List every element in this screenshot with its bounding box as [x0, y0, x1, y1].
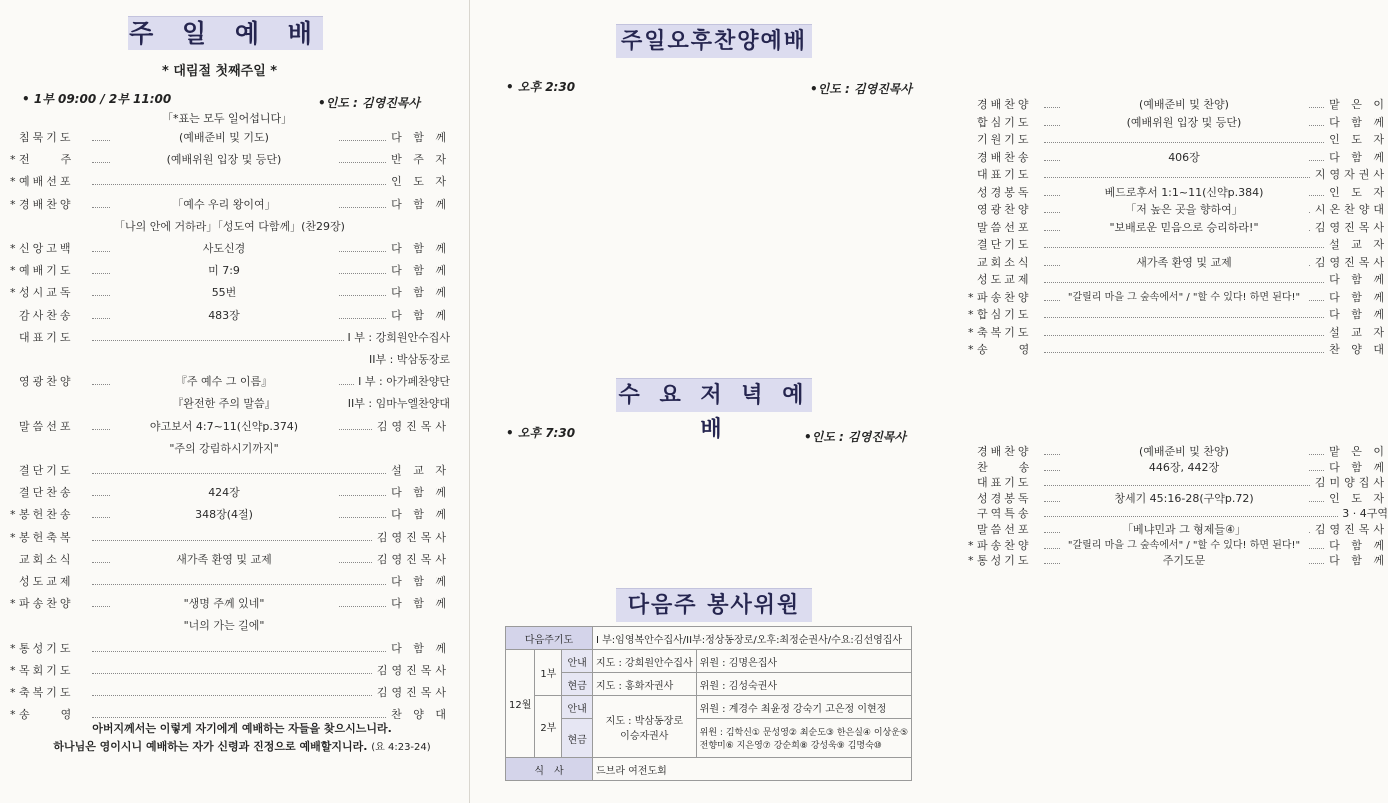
item-person: II부 : 임마누엘찬양대	[344, 394, 450, 414]
item-label-text: 경배찬양	[977, 445, 1032, 458]
order-item	[10, 172, 450, 192]
item-person: 다 함 께	[387, 283, 450, 303]
order-item	[10, 217, 450, 237]
item-label	[10, 572, 74, 592]
item-label-text: 기원기도	[977, 133, 1032, 146]
verse-reference: (요 4:23-24)	[371, 742, 431, 753]
item-label-text: 합심기도	[977, 115, 1032, 129]
item-detail: (예배위원 입장 및 등단)	[1060, 113, 1308, 133]
standing-mark: *	[10, 286, 16, 300]
item-label-text: 구역특송	[977, 507, 1032, 521]
item-detail: 424장	[110, 483, 338, 503]
item-person: 다 함 께	[1325, 536, 1388, 556]
item-person: I 부 : 아가페찬양단	[354, 372, 450, 392]
item-person: 다 함 께	[387, 128, 450, 148]
item-person: 김영진목사	[1311, 253, 1388, 273]
item-label-text: 통성기도	[977, 554, 1032, 568]
item-label-text: 목회기도	[19, 663, 74, 677]
item-person: 다 함 께	[387, 594, 450, 614]
item-person: I 부 : 강희원안수집사	[344, 328, 450, 348]
order-item	[10, 461, 450, 481]
leader-dots	[1044, 516, 1382, 517]
standing-mark: *	[968, 538, 974, 552]
item-label	[10, 195, 74, 215]
item-person: 다 함 께	[387, 483, 450, 503]
part1-offering-label: 현금	[562, 673, 593, 696]
order-item	[10, 417, 450, 437]
item-label	[10, 172, 74, 192]
item-label-text: 전 주	[19, 153, 75, 167]
standing-mark: *	[968, 290, 974, 304]
item-label-text: 합심기도	[977, 308, 1032, 321]
item-label	[968, 551, 1032, 571]
order-item	[10, 128, 450, 148]
item-label	[10, 550, 74, 570]
part1-guide-label: 안내	[562, 650, 593, 673]
item-person: 설 교 자	[1325, 323, 1388, 343]
part2-offering-members: 위원 : 김학신① 문성영② 최순도③ 한은실④ 이상운⑤ 전향미⑥ 지은영⑦ 강순희⑧ 강성욱⑨ 김명숙⑩	[696, 719, 911, 758]
item-person: 다 함 께	[387, 639, 450, 659]
item-detail: 야고보서 4:7~11(신약p.374)	[110, 417, 338, 437]
item-person: 다 함 께	[1325, 551, 1388, 571]
item-detail: "생명 주께 있네"	[110, 594, 338, 614]
part2-guide-label: 안내	[562, 696, 593, 719]
standing-note: 「*표는 모두 일어섭니다」	[162, 112, 293, 125]
advent-subtitle: * 대림절 첫째주일 *	[162, 64, 278, 79]
standing-mark: *	[10, 686, 16, 699]
item-detail: "주의 강림하시기까지"	[110, 439, 338, 459]
next-prayer-label: 다음주기도	[506, 627, 593, 650]
order-item	[10, 594, 450, 614]
item-label-text: 축복기도	[977, 325, 1032, 339]
item-label-text: 침묵기도	[19, 131, 74, 144]
item-label	[10, 483, 74, 503]
afternoon-time: • 오후 2:30	[506, 80, 576, 94]
item-label-text: 경배찬양	[19, 197, 74, 211]
item-person: 맡 은 이	[1325, 95, 1388, 115]
standing-mark: *	[10, 264, 16, 278]
item-label	[968, 340, 1032, 360]
item-label-text: 경배찬송	[977, 150, 1032, 164]
item-detail: 「베냐민과 그 형제들④」	[1060, 520, 1308, 540]
meal-label: 식 사	[506, 758, 593, 781]
item-person: 3 · 4구역	[1338, 504, 1388, 524]
order-item	[10, 683, 450, 703]
order-item	[10, 394, 450, 414]
part1-guide-leader: 지도 : 강희원안수집사	[593, 650, 697, 673]
item-detail: 『주 예수 그 이름』	[110, 372, 338, 392]
table-row	[506, 696, 912, 719]
item-person: 다 함 께	[387, 306, 450, 326]
standing-mark: *	[10, 597, 16, 611]
item-detail: 새가족 환영 및 교제	[1060, 253, 1308, 273]
item-detail: (예배위원 입장 및 등단)	[110, 150, 338, 170]
item-label	[10, 417, 74, 437]
table-row	[506, 650, 912, 673]
item-person: 다 함 께	[387, 505, 450, 525]
item-detail: 사도신경	[110, 239, 338, 259]
item-label-text: 파송찬양	[977, 290, 1032, 304]
order-item	[968, 340, 1388, 360]
wednesday-worship-title: 수 요 저 녁 예 배	[616, 378, 812, 412]
next-prayer-value: I 부:임영복안수집사/II부:정상동장로/오후:최정순권사/수요:김선영집사	[593, 627, 912, 650]
afternoon-leader: •인도 : 김영진목사	[810, 82, 912, 96]
standing-mark: *	[10, 197, 16, 211]
part1-offering-leader: 지도 : 홍화자권사	[593, 673, 697, 696]
item-detail: (예배준비 및 기도)	[110, 128, 338, 148]
item-label-text: 감사찬송	[19, 308, 74, 322]
item-detail: 446장, 442장	[1060, 458, 1308, 478]
item-label-text: 교회소식	[977, 255, 1032, 269]
order-item	[10, 306, 450, 326]
item-label	[10, 639, 74, 659]
item-label-text: 결단기도	[977, 238, 1032, 251]
item-detail: 『완전한 주의 말씀』	[110, 394, 338, 414]
item-label-text: 송 영	[977, 343, 1033, 356]
item-label	[10, 128, 74, 148]
verse-line-1: 아버지께서는 이렇게 자기에게 예배하는 자들을 찾으시느니라.	[92, 722, 392, 735]
item-label	[10, 328, 74, 348]
item-label	[10, 372, 74, 392]
item-label	[10, 239, 74, 259]
item-person: 다 함 께	[387, 261, 450, 281]
part2-leader: 지도 : 박삼동장로 이승자권사	[593, 696, 697, 758]
item-person: 찬 양 대	[1325, 340, 1388, 360]
standing-mark: *	[10, 708, 16, 722]
standing-mark: *	[10, 663, 16, 677]
order-item	[968, 551, 1388, 571]
service-leader: •인도 : 김영진목사	[318, 96, 420, 110]
item-detail: (예배준비 및 찬양)	[1060, 442, 1308, 462]
order-item	[10, 283, 450, 303]
item-detail: 「예수 우리 왕이여」	[110, 195, 338, 215]
item-detail: (예배준비 및 찬양)	[1060, 95, 1308, 115]
item-label-text: 봉헌축복	[19, 530, 74, 544]
item-label-text: 축복기도	[19, 686, 74, 699]
item-label-text: 성경봉독	[977, 491, 1032, 505]
part2-offering-label: 현금	[562, 719, 593, 758]
part1-guide-members: 위원 : 김명은집사	[696, 650, 911, 673]
table-row	[506, 758, 912, 781]
item-detail: "너의 가는 길에"	[110, 616, 338, 636]
item-label	[10, 461, 74, 481]
verse-line-2-text: 하나님은 영이시니 예배하는 자가 신령과 진정으로 예배할지니라.	[53, 740, 368, 753]
item-label	[10, 528, 74, 548]
order-item	[10, 550, 450, 570]
order-item	[10, 350, 450, 370]
standing-mark: *	[10, 242, 16, 255]
item-person: 인 도 자	[387, 172, 450, 192]
item-detail: 창세기 45:16-28(구약p.72)	[1060, 489, 1308, 509]
verse-line-2	[32, 738, 452, 757]
item-label	[10, 505, 74, 525]
item-detail: "보배로운 믿음으로 승리하라!"	[1060, 218, 1308, 238]
item-person: 다 함 께	[1325, 148, 1388, 168]
item-person: 김영진목사	[373, 528, 450, 548]
item-detail: 55번	[110, 283, 338, 303]
item-person: 김영진목사	[1311, 218, 1388, 238]
item-person: 김영진목사	[373, 683, 450, 703]
item-person: 설 교 자	[1325, 235, 1388, 255]
item-person: 김영진목사	[1311, 520, 1388, 540]
item-label-text: 성도교제	[977, 273, 1032, 286]
item-label-text: 신앙고백	[19, 242, 74, 255]
order-item	[10, 639, 450, 659]
sunday-worship-title: 주 일 예 배	[128, 16, 323, 50]
item-detail: 348장(4절)	[110, 505, 338, 525]
item-detail: 미 7:9	[110, 261, 338, 281]
item-person: 인 도 자	[1325, 183, 1388, 203]
standing-mark: *	[968, 308, 974, 321]
table-row	[506, 627, 912, 650]
item-person: 반 주 자	[387, 150, 450, 170]
standing-mark: *	[10, 530, 16, 544]
order-item	[10, 195, 450, 215]
item-detail: 483장	[110, 306, 338, 326]
item-person: 시온찬양대	[1311, 200, 1388, 220]
item-detail: "갈릴리 마을 그 숲속에서" / "할 수 있다! 하면 된다!"	[1060, 536, 1308, 556]
item-person: 김영진목사	[373, 550, 450, 570]
standing-mark: *	[968, 554, 974, 568]
item-person: 다 함 께	[1325, 113, 1388, 133]
item-detail: 베드로후서 1:1~11(신약p.384)	[1060, 183, 1308, 203]
item-person: 김영진목사	[373, 417, 450, 437]
item-label	[10, 283, 74, 303]
item-label	[10, 261, 74, 281]
order-item	[10, 261, 450, 281]
item-person: 김영진목사	[373, 661, 450, 681]
item-label	[10, 306, 74, 326]
item-label-text: 영광찬양	[19, 375, 74, 389]
standing-mark: *	[10, 175, 16, 189]
item-person: 인 도 자	[1325, 130, 1388, 150]
order-item	[10, 661, 450, 681]
item-detail: "갈릴리 마을 그 숲속에서" / "할 수 있다! 하면 된다!"	[1060, 288, 1308, 308]
item-person: 다 함 께	[1325, 270, 1388, 290]
item-label-text: 대표기도	[19, 330, 74, 344]
item-label-text: 결단기도	[19, 464, 74, 477]
item-person: 김미양집사	[1311, 473, 1388, 493]
item-detail: 「나의 안에 거하라」「성도여 다함께」(찬29장)	[110, 217, 338, 237]
item-label	[10, 150, 74, 170]
item-person: 다 함 께	[1325, 305, 1388, 325]
scripture-verse	[32, 720, 452, 757]
standing-mark: *	[968, 325, 974, 339]
item-label-text: 성경봉독	[977, 185, 1032, 199]
item-person: 다 함 께	[387, 239, 450, 259]
standing-mark: *	[968, 343, 974, 356]
item-label-text: 예배선포	[19, 175, 74, 189]
item-label-text: 영광찬양	[977, 203, 1032, 216]
order-item	[10, 239, 450, 259]
standing-mark: *	[10, 153, 16, 167]
item-label-text: 송 영	[19, 708, 75, 722]
left-page	[0, 0, 470, 803]
item-person: 맡 은 이	[1325, 442, 1388, 462]
item-label-text: 말씀선포	[19, 419, 74, 433]
part1-offering-members: 위원 : 김성숙권사	[696, 673, 911, 696]
item-label	[10, 661, 74, 681]
order-item	[10, 328, 450, 348]
item-person: II부 : 박삼동장로	[365, 350, 450, 370]
item-label-text: 파송찬양	[19, 597, 74, 611]
item-label	[10, 683, 74, 703]
order-item	[10, 528, 450, 548]
item-label-text: 말씀선포	[977, 523, 1032, 536]
standing-mark: *	[10, 508, 16, 522]
order-item	[10, 616, 450, 636]
item-person: 다 함 께	[387, 572, 450, 592]
next-week-servers-title: 다음주 봉사위원	[616, 588, 812, 622]
item-person: 인 도 자	[1325, 489, 1388, 509]
item-label-text: 말씀선포	[977, 220, 1032, 234]
item-detail: 「저 높은 곳을 향하여」	[1060, 200, 1308, 220]
item-label-text: 대표기도	[977, 476, 1032, 490]
item-label-text: 성도교제	[19, 575, 74, 588]
part1-cell: 1부	[535, 650, 562, 696]
item-label-text: 통성기도	[19, 641, 74, 655]
order-item	[10, 439, 450, 459]
item-person: 찬 양 대	[387, 705, 450, 725]
item-label-text: 파송찬양	[977, 538, 1032, 552]
item-person: 다 함 께	[387, 195, 450, 215]
next-week-servers-table	[505, 626, 912, 781]
item-person: 설 교 자	[387, 461, 450, 481]
item-label-text: 결단찬송	[19, 486, 74, 500]
order-item	[10, 150, 450, 170]
item-detail: 새가족 환영 및 교제	[110, 550, 338, 570]
order-item	[10, 372, 450, 392]
table-row	[506, 719, 912, 758]
order-item	[10, 572, 450, 592]
order-item	[10, 483, 450, 503]
item-label-text: 성시교독	[19, 286, 74, 300]
part2-cell: 2부	[535, 696, 562, 758]
item-detail: 406장	[1060, 148, 1308, 168]
meal-value: 드브라 여전도회	[593, 758, 912, 781]
item-person: 지영자권사	[1311, 165, 1388, 185]
standing-mark: *	[10, 641, 16, 655]
item-person: 다 함 께	[1325, 458, 1388, 478]
item-detail: 주기도문	[1060, 551, 1308, 571]
item-label-text: 대표기도	[977, 168, 1032, 181]
item-label-text: 봉헌찬송	[19, 508, 74, 522]
afternoon-worship-title: 주일오후찬양예배	[616, 24, 812, 58]
part2-guide-members: 위원 : 계경수 최윤정 강숙기 고은정 이현정	[696, 696, 911, 719]
month-cell: 12월	[506, 650, 535, 758]
item-label-text: 찬 송	[977, 460, 1033, 474]
table-row	[506, 673, 912, 696]
item-label	[10, 594, 74, 614]
service-time: • 1부 09:00 / 2부 11:00	[22, 92, 172, 106]
item-label-text: 예배기도	[19, 264, 74, 278]
item-person: 다 함 께	[1325, 288, 1388, 308]
order-item	[10, 505, 450, 525]
wednesday-leader: •인도 : 김영진목사	[804, 430, 906, 444]
wednesday-time: • 오후 7:30	[506, 426, 576, 440]
item-label-text: 교회소식	[19, 552, 74, 566]
item-label-text: 경배찬양	[977, 98, 1032, 111]
